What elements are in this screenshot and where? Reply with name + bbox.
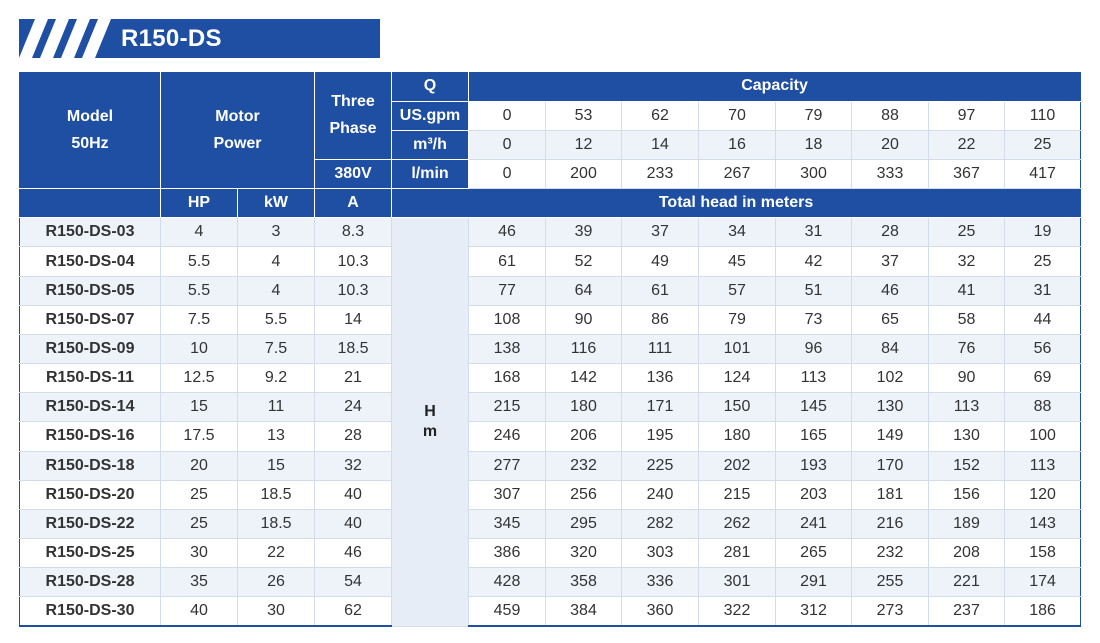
table-row [20,509,1081,538]
head-cell: 237 [929,597,1005,626]
head-cell: 86 [622,305,699,334]
hp-cell: 20 [161,451,238,480]
head-cell: 189 [929,509,1005,538]
page-title: R150-DS [121,25,222,52]
head-cell: 101 [699,334,776,363]
head-cell: 262 [699,509,776,538]
table-row [20,334,1081,363]
model-cell: R150-DS-03 [20,218,161,247]
capacity-lmin-cell: 367 [929,159,1005,188]
head-cell: 88 [1005,393,1081,422]
head-cell: 165 [776,422,852,451]
head-cell: 25 [929,218,1005,247]
model-header [20,72,161,189]
hp-cell: 5.5 [161,247,238,276]
table-row [20,597,1081,626]
head-cell: 46 [852,276,929,305]
head-cell: 281 [699,539,776,568]
capacity-gpm-cell: 53 [546,101,622,130]
table-row [20,276,1081,305]
capacity-lmin-cell: 0 [469,159,546,188]
model-cell: R150-DS-22 [20,509,161,538]
table-row [20,305,1081,334]
head-cell: 265 [776,539,852,568]
model-cell: R150-DS-11 [20,364,161,393]
phase-label: Phase [329,120,377,138]
head-cell: 52 [546,247,622,276]
head-cell: 102 [852,364,929,393]
head-unit-m: m [422,422,438,440]
head-cell: 459 [469,597,546,626]
head-cell: 345 [469,509,546,538]
kw-cell: 3 [238,218,315,247]
head-cell: 19 [1005,218,1081,247]
head-cell: 64 [546,276,622,305]
head-cell: 301 [699,568,776,597]
head-cell: 186 [1005,597,1081,626]
motor-power-header [161,72,315,189]
model-cell: R150-DS-09 [20,334,161,363]
head-cell: 31 [1005,276,1081,305]
head-cell: 208 [929,539,1005,568]
head-unit-h: H [424,402,436,420]
head-cell: 57 [699,276,776,305]
head-cell: 73 [776,305,852,334]
amp-cell: 54 [315,568,392,597]
amp-cell: 14 [315,305,392,334]
head-cell: 113 [929,393,1005,422]
head-unit-cell [392,218,469,626]
head-cell: 307 [469,480,546,509]
head-cell: 312 [776,597,852,626]
head-cell: 90 [546,305,622,334]
three-phase-header [315,72,392,159]
capacity-m3h-cell: 0 [469,130,546,159]
table-row [20,539,1081,568]
model-cell: R150-DS-20 [20,480,161,509]
frequency-label: 50Hz [71,135,109,153]
amp-cell: 8.3 [315,218,392,247]
head-cell: 42 [776,247,852,276]
capacity-m3h-cell: 16 [699,130,776,159]
kw-cell: 26 [238,568,315,597]
head-cell: 138 [469,334,546,363]
kw-cell: 4 [238,276,315,305]
capacity-gpm-cell: 88 [852,101,929,130]
kw-cell: 11 [238,393,315,422]
hp-cell: 7.5 [161,305,238,334]
table-row [20,451,1081,480]
head-cell: 291 [776,568,852,597]
capacity-m3h-cell: 22 [929,130,1005,159]
head-cell: 145 [776,393,852,422]
amp-cell: 62 [315,597,392,626]
capacity-lmin-cell: 200 [546,159,622,188]
head-cell: 156 [929,480,1005,509]
model-header-label: Model [66,108,114,126]
capacity-m3h-cell: 12 [546,130,622,159]
kw-cell: 30 [238,597,315,626]
kw-cell: 7.5 [238,334,315,363]
model-cell: R150-DS-18 [20,451,161,480]
capacity-lmin-cell: 267 [699,159,776,188]
table-row [20,218,1081,247]
model-cell: R150-DS-28 [20,568,161,597]
table-row [20,364,1081,393]
head-cell: 111 [622,334,699,363]
capacity-gpm-cell: 0 [469,101,546,130]
head-cell: 277 [469,451,546,480]
amp-cell: 24 [315,393,392,422]
spec-table [19,72,1081,627]
head-cell: 76 [929,334,1005,363]
head-cell: 37 [622,218,699,247]
table-row [20,247,1081,276]
head-cell: 240 [622,480,699,509]
table-row [20,422,1081,451]
capacity-m3h-cell: 25 [1005,130,1081,159]
head-cell: 113 [776,364,852,393]
head-cell: 336 [622,568,699,597]
head-cell: 273 [852,597,929,626]
head-cell: 31 [776,218,852,247]
model-cell: R150-DS-05 [20,276,161,305]
kw-cell: 22 [238,539,315,568]
title-banner [19,19,380,58]
head-cell: 203 [776,480,852,509]
head-cell: 108 [469,305,546,334]
hp-cell: 35 [161,568,238,597]
power-label: Power [213,135,262,153]
hp-cell: 30 [161,539,238,568]
head-cell: 69 [1005,364,1081,393]
capacity-lmin-cell: 300 [776,159,852,188]
head-cell: 25 [1005,247,1081,276]
capacity-header: Capacity [469,72,1081,101]
hp-header: HP [161,189,238,218]
head-cell: 202 [699,451,776,480]
amp-cell: 32 [315,451,392,480]
head-cell: 158 [1005,539,1081,568]
table-row [20,393,1081,422]
head-cell: 384 [546,597,622,626]
head-cell: 142 [546,364,622,393]
head-cell: 136 [622,364,699,393]
head-cell: 232 [546,451,622,480]
q-header: Q [392,72,469,101]
head-cell: 130 [929,422,1005,451]
amp-cell: 18.5 [315,334,392,363]
kw-cell: 18.5 [238,509,315,538]
capacity-gpm-cell: 97 [929,101,1005,130]
head-cell: 386 [469,539,546,568]
capacity-gpm-cell: 79 [776,101,852,130]
head-cell: 100 [1005,422,1081,451]
head-cell: 61 [469,247,546,276]
hp-cell: 5.5 [161,276,238,305]
head-cell: 51 [776,276,852,305]
head-cell: 28 [852,218,929,247]
head-cell: 143 [1005,509,1081,538]
head-cell: 113 [1005,451,1081,480]
head-cell: 168 [469,364,546,393]
head-cell: 49 [622,247,699,276]
amp-header: A [315,189,392,218]
head-cell: 32 [929,247,1005,276]
head-cell: 174 [1005,568,1081,597]
head-cell: 215 [699,480,776,509]
hp-cell: 40 [161,597,238,626]
unit-lmin: l/min [392,159,469,188]
capacity-lmin-cell: 333 [852,159,929,188]
head-cell: 34 [699,218,776,247]
head-cell: 181 [852,480,929,509]
head-cell: 255 [852,568,929,597]
amp-cell: 10.3 [315,276,392,305]
amp-cell: 40 [315,480,392,509]
hp-cell: 12.5 [161,364,238,393]
head-cell: 282 [622,509,699,538]
head-cell: 246 [469,422,546,451]
model-subheader-empty [20,189,161,218]
hp-cell: 25 [161,480,238,509]
capacity-gpm-cell: 62 [622,101,699,130]
head-cell: 320 [546,539,622,568]
model-cell: R150-DS-16 [20,422,161,451]
head-cell: 46 [469,218,546,247]
unit-gpm: US.gpm [392,101,469,130]
head-cell: 37 [852,247,929,276]
head-cell: 171 [622,393,699,422]
model-cell: R150-DS-30 [20,597,161,626]
kw-cell: 9.2 [238,364,315,393]
total-head-header: Total head in meters [392,189,1081,218]
amp-cell: 21 [315,364,392,393]
head-cell: 84 [852,334,929,363]
head-cell: 180 [546,393,622,422]
kw-header: kW [238,189,315,218]
head-cell: 149 [852,422,929,451]
hp-cell: 25 [161,509,238,538]
model-cell: R150-DS-14 [20,393,161,422]
head-cell: 221 [929,568,1005,597]
amp-cell: 40 [315,509,392,538]
model-cell: R150-DS-07 [20,305,161,334]
head-cell: 124 [699,364,776,393]
head-cell: 241 [776,509,852,538]
amp-cell: 28 [315,422,392,451]
hp-cell: 4 [161,218,238,247]
head-cell: 232 [852,539,929,568]
head-cell: 295 [546,509,622,538]
head-cell: 152 [929,451,1005,480]
head-cell: 195 [622,422,699,451]
unit-m3h: m³/h [392,130,469,159]
model-cell: R150-DS-25 [20,539,161,568]
voltage-header: 380V [315,159,392,188]
table-row [20,568,1081,597]
capacity-lmin-cell: 417 [1005,159,1081,188]
head-cell: 79 [699,305,776,334]
capacity-m3h-cell: 20 [852,130,929,159]
kw-cell: 13 [238,422,315,451]
head-cell: 41 [929,276,1005,305]
kw-cell: 5.5 [238,305,315,334]
head-cell: 150 [699,393,776,422]
model-cell: R150-DS-04 [20,247,161,276]
head-cell: 58 [929,305,1005,334]
head-cell: 225 [622,451,699,480]
head-cell: 120 [1005,480,1081,509]
motor-label: Motor [215,108,260,126]
head-cell: 322 [699,597,776,626]
head-cell: 77 [469,276,546,305]
three-label: Three [331,93,375,111]
data-rows [20,218,1081,626]
kw-cell: 18.5 [238,480,315,509]
capacity-gpm-cell: 110 [1005,101,1081,130]
capacity-m3h-cell: 14 [622,130,699,159]
hp-cell: 17.5 [161,422,238,451]
amp-cell: 46 [315,539,392,568]
capacity-lmin-cell: 233 [622,159,699,188]
head-cell: 303 [622,539,699,568]
head-cell: 90 [929,364,1005,393]
head-cell: 180 [699,422,776,451]
kw-cell: 15 [238,451,315,480]
head-cell: 116 [546,334,622,363]
capacity-gpm-cell: 70 [699,101,776,130]
head-cell: 45 [699,247,776,276]
head-cell: 206 [546,422,622,451]
amp-cell: 10.3 [315,247,392,276]
head-cell: 44 [1005,305,1081,334]
head-cell: 39 [546,218,622,247]
capacity-m3h-cell: 18 [776,130,852,159]
head-cell: 65 [852,305,929,334]
head-cell: 61 [622,276,699,305]
head-cell: 56 [1005,334,1081,363]
head-cell: 130 [852,393,929,422]
head-cell: 360 [622,597,699,626]
kw-cell: 4 [238,247,315,276]
hp-cell: 15 [161,393,238,422]
head-cell: 193 [776,451,852,480]
table-row [20,480,1081,509]
head-cell: 358 [546,568,622,597]
head-cell: 216 [852,509,929,538]
stripes-decoration-icon [19,19,121,58]
head-cell: 215 [469,393,546,422]
head-cell: 428 [469,568,546,597]
head-cell: 170 [852,451,929,480]
hp-cell: 10 [161,334,238,363]
head-cell: 96 [776,334,852,363]
head-cell: 256 [546,480,622,509]
